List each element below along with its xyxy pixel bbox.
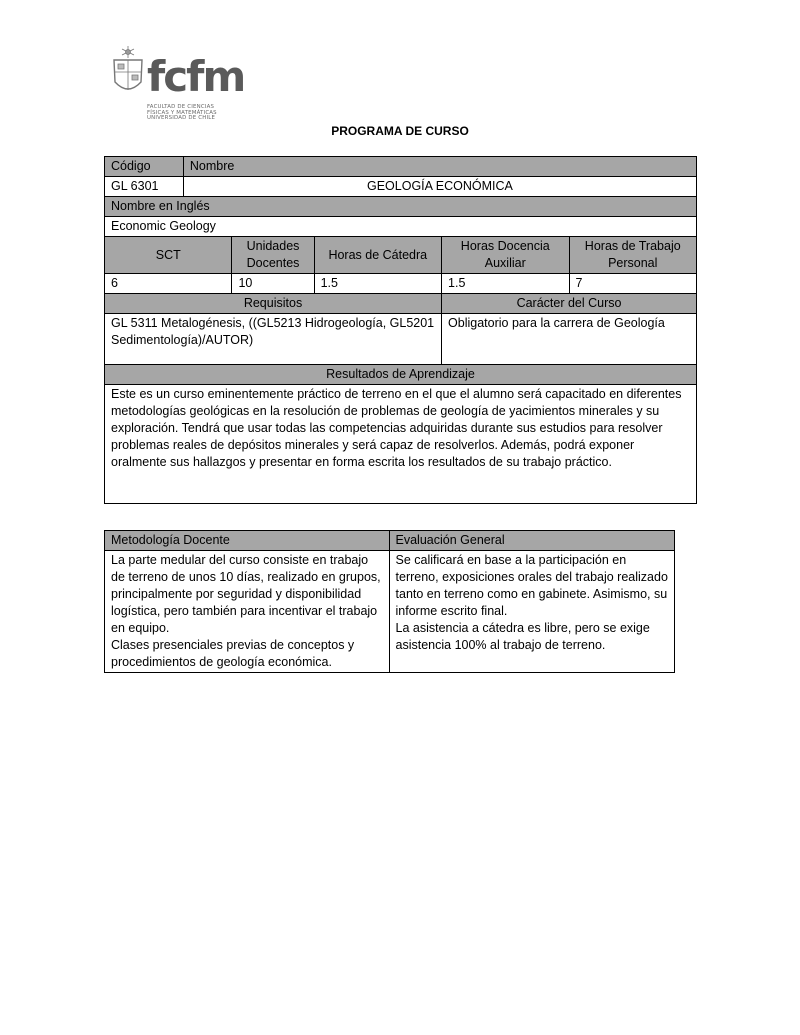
metodologia-paragraph: Clases presenciales previas de conceptos y procedimientos de geología económica. xyxy=(111,638,355,669)
sct-value: 6 xyxy=(105,274,232,294)
evaluation-header-row xyxy=(105,531,675,551)
requisitos-label: Requisitos xyxy=(105,294,442,314)
horas-auxiliar-header: Horas Docencia Auxiliar xyxy=(442,237,569,274)
requisitos-row xyxy=(105,314,697,365)
english-name: Economic Geology xyxy=(105,217,697,237)
english-header-row xyxy=(105,197,697,217)
unidades-value: 10 xyxy=(232,274,314,294)
caracter-text: Obligatorio para la carrera de Geología xyxy=(442,314,697,365)
faculty-subtitle-line: FÍSICAS Y MATEMÁTICAS xyxy=(147,109,217,116)
metodologia-text xyxy=(105,551,390,673)
faculty-subtitle xyxy=(147,105,217,122)
resultados-text: Este es un curso eminentemente práctico de terreno en el que el alumno será capacitado en diferentes metodologías geológicas en la resolución de problemas de geología de yacimientos minerales y su exploración. Tendrá que usar todas las competencias adquiridas durante sus estudios para resolver problemas reales de depósitos minerales y será capaz de resolverlos. Además, podrá exponer oralmente sus hallazgos y presentar en forma escrita los resultados de su trabajo práctico. xyxy=(105,385,697,504)
horas-personal-header: Horas de Trabajo Personal xyxy=(569,237,697,274)
horas-personal-value: 7 xyxy=(569,274,697,294)
metodologia-label: Metodología Docente xyxy=(105,531,390,551)
metodologia-paragraph: La parte medular del curso consiste en trabajo de terreno de unos 10 días, realizado en grupos, principalmente por seguridad y disponibilidad logística, pero también para incentivar el trabajo en equipo. xyxy=(111,553,381,635)
units-header-row xyxy=(105,237,697,274)
requisitos-text: GL 5311 Metalogénesis, ((GL5213 Hidrogeología, GL5201 Sedimentología)/AUTOR) xyxy=(105,314,442,365)
horas-catedra-header: Horas de Cátedra xyxy=(314,237,441,274)
header-row xyxy=(105,157,697,177)
evaluacion-label: Evaluación General xyxy=(389,531,674,551)
name-label: Nombre xyxy=(183,157,696,177)
course-code: GL 6301 xyxy=(105,177,184,197)
university-seal-icon xyxy=(108,44,148,104)
horas-catedra-value: 1.5 xyxy=(314,274,441,294)
course-row xyxy=(105,177,697,197)
caracter-label: Carácter del Curso xyxy=(442,294,697,314)
code-label: Código xyxy=(105,157,184,177)
horas-auxiliar-value: 1.5 xyxy=(442,274,569,294)
sct-header: SCT xyxy=(105,237,232,274)
requisitos-header-row xyxy=(105,294,697,314)
unidades-header: Unidades Docentes xyxy=(232,237,314,274)
evaluacion-paragraph: Se calificará en base a la participación en terreno, exposiciones orales del trabajo realizado tanto en terreno como en gabinete. Asimismo, su informe escrito final. xyxy=(395,553,668,618)
units-values-row xyxy=(105,274,697,294)
course-name: GEOLOGÍA ECONÓMICA xyxy=(183,177,696,197)
resultados-label: Resultados de Aprendizaje xyxy=(105,365,697,385)
resultados-header-row xyxy=(105,365,697,385)
document-title: PROGRAMA DE CURSO xyxy=(331,124,469,138)
english-name-label: Nombre en Inglés xyxy=(105,197,697,217)
evaluacion-paragraph: La asistencia a cátedra es libre, pero se exige asistencia 100% al trabajo de terreno. xyxy=(395,621,650,652)
evaluation-row xyxy=(105,551,675,673)
faculty-subtitle-line: UNIVERSIDAD DE CHILE xyxy=(147,115,216,122)
evaluacion-text xyxy=(389,551,674,673)
resultados-row xyxy=(105,385,697,504)
evaluation-table xyxy=(104,530,675,673)
english-row xyxy=(105,217,697,237)
faculty-subtitle-line: FACULTAD DE CIENCIAS xyxy=(147,104,215,110)
fcfm-logo-text: fcfm xyxy=(147,52,245,101)
course-table xyxy=(104,156,697,504)
